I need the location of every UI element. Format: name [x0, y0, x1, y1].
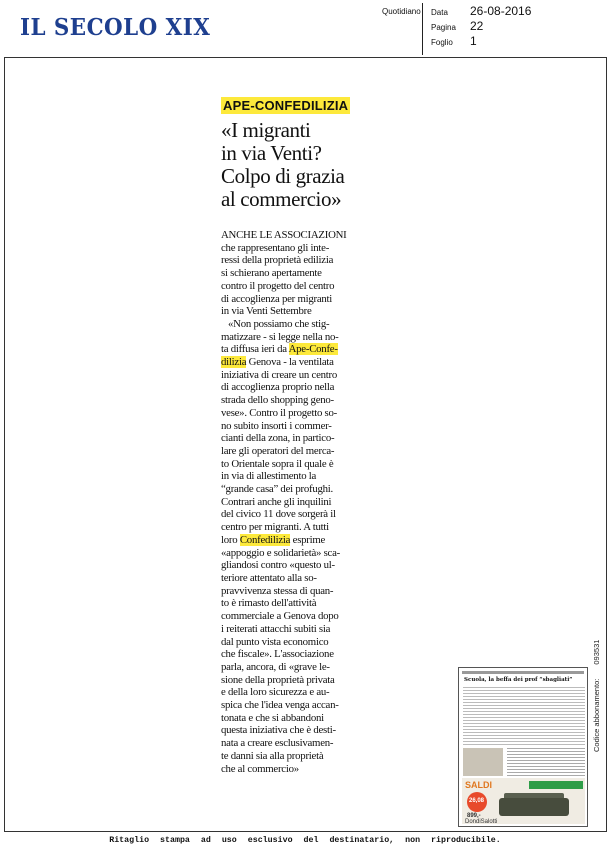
- date-label: Data: [431, 8, 448, 17]
- article-text: i reiterati attacchi subiti sia: [221, 622, 331, 635]
- article-line: [221, 534, 371, 547]
- article-text: teriore attentato alla so-: [221, 571, 317, 584]
- article-text: Genova - la ventilata: [246, 356, 334, 369]
- thumbnail-photo: [463, 748, 503, 776]
- article-text: nata a creare esclusivamen-: [221, 737, 334, 750]
- article-text: dal punto vista economico: [221, 635, 329, 648]
- article-line: [221, 712, 371, 725]
- thumbnail-header-bar: [462, 671, 584, 674]
- highlighted-term: dilizia: [221, 356, 247, 369]
- article-line: [221, 305, 371, 318]
- article-text: Contrari anche gli inquilini: [221, 495, 332, 508]
- article-text: no subito insorti i commer-: [221, 419, 332, 432]
- header-divider: [422, 3, 423, 55]
- page-header: [0, 0, 610, 56]
- article-line: [221, 559, 371, 572]
- article-line: [221, 280, 371, 293]
- thumbnail-brand: DondiSalotti: [465, 819, 498, 825]
- article-text: spica che l'idea venga accan-: [221, 699, 339, 712]
- article-text: to è rimasto dell'attività: [221, 597, 317, 610]
- article-line: [221, 267, 371, 280]
- article-text: ta diffusa ieri da: [221, 343, 289, 356]
- article-line: [221, 623, 371, 636]
- article-line: [221, 686, 371, 699]
- thumbnail-price-1: 26,08: [469, 798, 485, 804]
- article-text: commerciale a Genova dopo: [221, 610, 339, 623]
- article-line: [221, 420, 371, 433]
- clipping-notice: Ritaglio stampa ad uso esclusivo del destinatario, non riproducibile.: [109, 836, 501, 845]
- article-line: [221, 572, 371, 585]
- article-line: [221, 229, 371, 242]
- article-text: «Non possiamo che stig-: [228, 317, 330, 330]
- article-text: che fiscale». L'associazione: [221, 648, 334, 661]
- article-line: [221, 293, 371, 306]
- article-line: [221, 445, 371, 458]
- subscription-code-label: Codice abbonamento:: [592, 678, 601, 752]
- article-text: questa iniziativa che è desti-: [221, 724, 336, 737]
- article-kicker: APE-CONFEDILIZIA: [223, 98, 349, 113]
- article-text: vese». Contro il progetto so-: [221, 406, 337, 419]
- article-line: [221, 407, 371, 420]
- article-line: [221, 521, 371, 534]
- article-line: [221, 458, 371, 471]
- article-text: matizzare - si legge nella no-: [221, 330, 339, 343]
- thumbnail-sofa: [499, 798, 569, 816]
- thumbnail-sale-text: SALDI: [465, 780, 492, 790]
- article-line: [221, 737, 371, 750]
- article-line: [221, 343, 371, 356]
- article-title: «I migranti in via Venti? Colpo di grazia al commercio»: [221, 118, 345, 211]
- article-line: [221, 483, 371, 496]
- article-line: [221, 496, 371, 509]
- subscription-code-number: 093531: [592, 639, 601, 665]
- article-text: lare gli operatori del merca-: [221, 444, 335, 457]
- article-text: pravvivenza stessa di quan-: [221, 584, 334, 597]
- article-text: esprime: [290, 533, 326, 546]
- article-text: che rappresentano gli inte-: [221, 241, 330, 254]
- article-line: [221, 547, 371, 560]
- sheet-label: Foglio: [431, 38, 453, 47]
- article-text: di accoglienza proprio nella: [221, 381, 335, 394]
- article-text: parla, ancora, di «grave le-: [221, 660, 330, 673]
- subscription-code: [592, 640, 601, 752]
- article-text: strada dello shopping geno-: [221, 394, 334, 407]
- article-line: [221, 661, 371, 674]
- article-line: [221, 674, 371, 687]
- page-thumbnail: [458, 667, 588, 827]
- article-text: sione della proprietà privata: [221, 673, 335, 686]
- article-text: tonata e che si abbandoni: [221, 711, 324, 724]
- article-line: [221, 381, 371, 394]
- thumbnail-columns: [507, 748, 585, 776]
- article-line: [221, 585, 371, 598]
- article-text: te danni sia alla proprietà: [221, 749, 324, 762]
- article-line: [221, 648, 371, 661]
- article-body: [221, 229, 371, 775]
- article-line: [221, 724, 371, 737]
- page-label: Pagina: [431, 23, 456, 32]
- article-line: [221, 254, 371, 267]
- thumbnail-price-2: 899,-: [467, 813, 481, 819]
- article-line: [221, 470, 371, 483]
- article-line: [221, 508, 371, 521]
- article-line: [221, 636, 371, 649]
- article-text: si schierano apertamente: [221, 267, 322, 280]
- page-value: 22: [470, 19, 484, 33]
- article-text: in via di allestimento la: [221, 470, 317, 483]
- article-text: to Orientale sopra il quale è: [221, 457, 334, 470]
- article-line: [221, 394, 371, 407]
- article: [221, 97, 371, 775]
- article-text: centro per migranti. A tutti: [221, 521, 329, 534]
- article-text: ANCHE LE ASSOCIAZIONI: [221, 229, 347, 241]
- article-text: in via Venti Settembre: [221, 305, 312, 318]
- article-text: che al commercio»: [221, 762, 299, 775]
- article-line: [221, 610, 371, 623]
- article-text: contro il progetto del centro: [221, 279, 335, 292]
- date-value: 26-08-2016: [470, 4, 532, 18]
- article-line: [221, 750, 371, 763]
- highlighted-term: Ape-Confe-: [288, 343, 338, 356]
- sheet-value: 1: [470, 34, 477, 48]
- article-line: [221, 242, 371, 255]
- article-line: [221, 699, 371, 712]
- article-text: e della loro sicurezza e au-: [221, 686, 330, 699]
- article-line: [221, 597, 371, 610]
- article-line: [221, 369, 371, 382]
- thumbnail-text-lines: [463, 687, 585, 747]
- article-text: “grande casa” dei profughi.: [221, 483, 333, 496]
- article-line: [221, 432, 371, 445]
- article-line: [221, 356, 371, 369]
- article-text: loro: [221, 533, 240, 546]
- newspaper-masthead: IL SECOLO XIX: [20, 14, 211, 41]
- article-line: [221, 318, 371, 331]
- article-line: [221, 763, 371, 776]
- highlighted-term: Confedilizia: [239, 533, 291, 546]
- article-text: cianti della zona, in partico-: [221, 432, 335, 445]
- article-text: del civico 11 dove sorgerà il: [221, 508, 336, 521]
- article-text: gliandosi contro «questo ul-: [221, 559, 335, 572]
- article-text: di accoglienza per migranti: [221, 292, 333, 305]
- thumbnail-headline: Scuola, la beffa dei prof “sbagliati”: [464, 677, 573, 683]
- article-line: [221, 331, 371, 344]
- publication-type: Quotidiano: [382, 7, 421, 16]
- article-text: «appoggio e solidarietà» sca-: [221, 546, 340, 559]
- article-text: iniziativa di creare un centro: [221, 368, 337, 381]
- thumbnail-promo-band: [529, 781, 583, 789]
- article-text: ressi della proprietà edilizia: [221, 254, 334, 267]
